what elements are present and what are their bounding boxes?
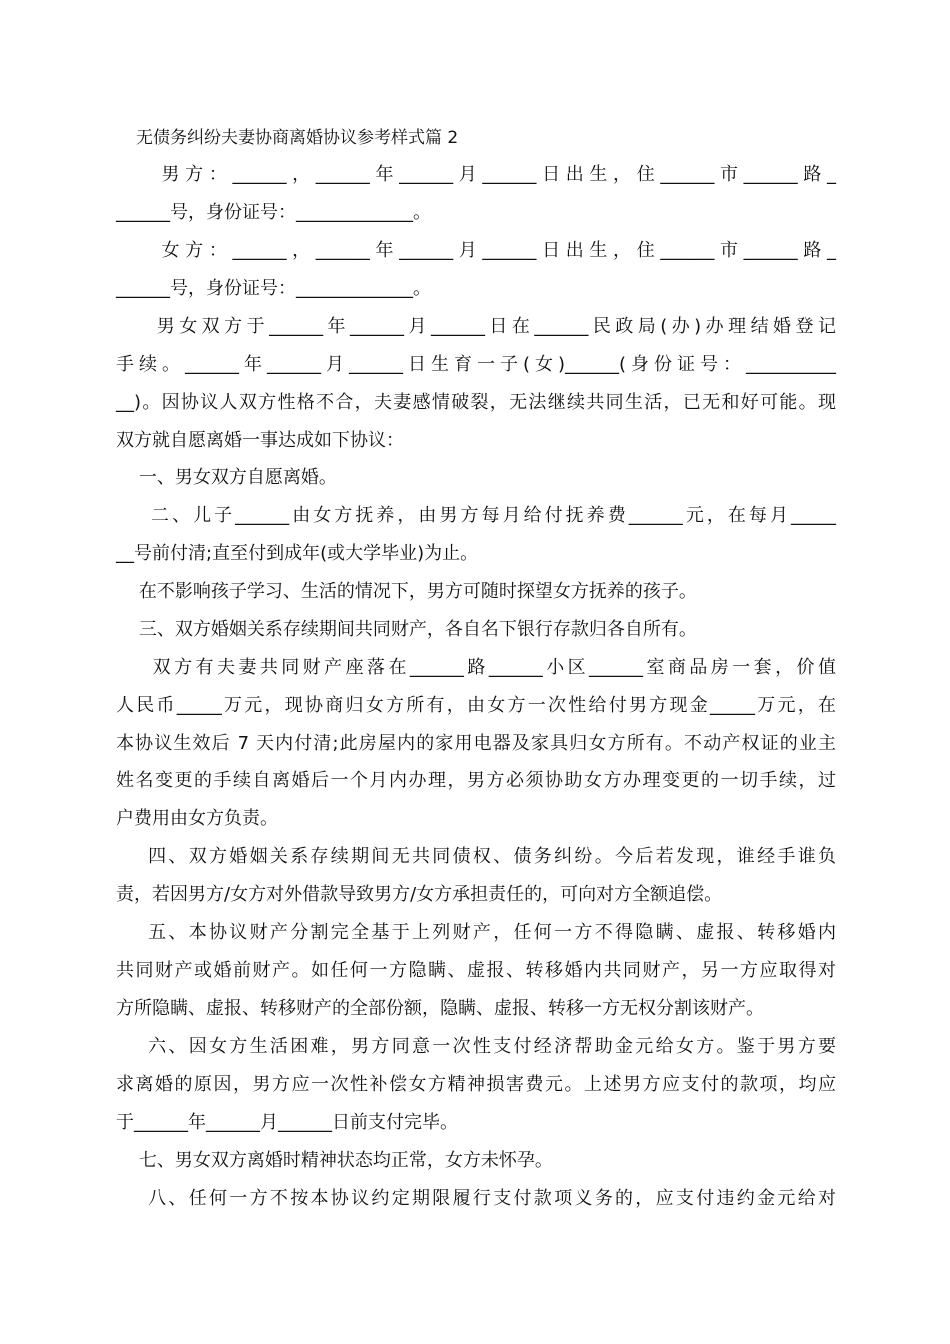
text-line: ______号，身份证号：_____________。: [116, 202, 431, 223]
text-line: 本协议生效后 7 天内付清;此房屋内的家用电器及家具归女方所有。不动产权证的业主: [116, 733, 836, 754]
text-line: 三、双方婚姻关系存续期间共同财产，各自名下银行存款归各自所有。: [116, 619, 697, 640]
text-line: ______号，身份证号：_____________。: [116, 278, 431, 299]
text-line: 五、本协议财产分割完全基于上列财产，任何一方不得隐瞒、虚报、转移婚内: [116, 922, 836, 943]
text-line: 双方有夫妻共同财产座落在______路______小区______室商品房一套，价值: [116, 657, 836, 678]
text-line: __)。因协议人双方性格不合，夫妻感情破裂，无法继续共同生活，已无和好可能。现: [116, 392, 836, 413]
text-line: 七、男女双方离婚时精神状态均正常，女方未怀孕。: [116, 1150, 553, 1171]
text-line: 二、儿子______由女方抚养，由男方每月给付抚养费______元，在每月_____: [116, 505, 836, 526]
text-line: __号前付清;直至付到成年(或大学毕业)为止。: [116, 543, 479, 564]
text-line: 四、双方婚姻关系存续期间无共同债权、债务纠纷。今后若发现，谁经手谁负: [116, 846, 836, 867]
text-line: 男方：______，______年______月______日出生，住______市______路_: [116, 164, 836, 185]
text-line: 女方：______，______年______月______日出生，住______市______路_: [116, 240, 836, 261]
text-line: 方所隐瞒、虚报、转移财产的全部份额，隐瞒、虚报、转移一方无权分割该财产。: [116, 998, 764, 1019]
text-line: 一、男女双方自愿离婚。: [116, 467, 337, 488]
text-line: 户费用由女方负责。: [116, 808, 278, 829]
text-line: 共同财产或婚前财产。如任何一方隐瞒、虚报、转移婚内共同财产，另一方应取得对: [116, 960, 836, 981]
text-line: 六、因女方生活困难，男方同意一次性支付经济帮助金元给女方。鉴于男方要: [116, 1036, 836, 1057]
text-line: 手续。______年______月______日生育一子(女)______(身份证号：__________: [116, 354, 836, 375]
document-title: 无债务纠纷夫妻协商离婚协议参考样式篇 2: [136, 128, 459, 148]
text-line: 双方就自愿离婚一事达成如下协议：: [116, 430, 404, 451]
text-line: 男女双方于______年______月______日在______民政局(办)办理结婚登记: [116, 316, 836, 337]
text-line: 责，若因男方/女方对外借款导致男方/女方承担责任的，可向对方全额追偿。: [116, 884, 723, 905]
text-line: 于______年______月______日前支付完毕。: [116, 1112, 458, 1133]
text-line: 人民币_____万元，现协商归女方所有，由女方一次性给付男方现金_____万元，在: [116, 695, 836, 716]
text-line: 求离婚的原因，男方应一次性补偿女方精神损害费元。上述男方应支付的款项，均应: [116, 1074, 836, 1095]
text-line: 八、任何一方不按本协议约定期限履行支付款项义务的，应支付违约金元给对: [116, 1188, 836, 1209]
text-line: 姓名变更的手续自离婚后一个月内办理，男方必须协助女方办理变更的一切手续，过: [116, 770, 836, 791]
text-line: 在不影响孩子学习、生活的情况下，男方可随时探望女方抚养的孩子。: [116, 581, 697, 602]
